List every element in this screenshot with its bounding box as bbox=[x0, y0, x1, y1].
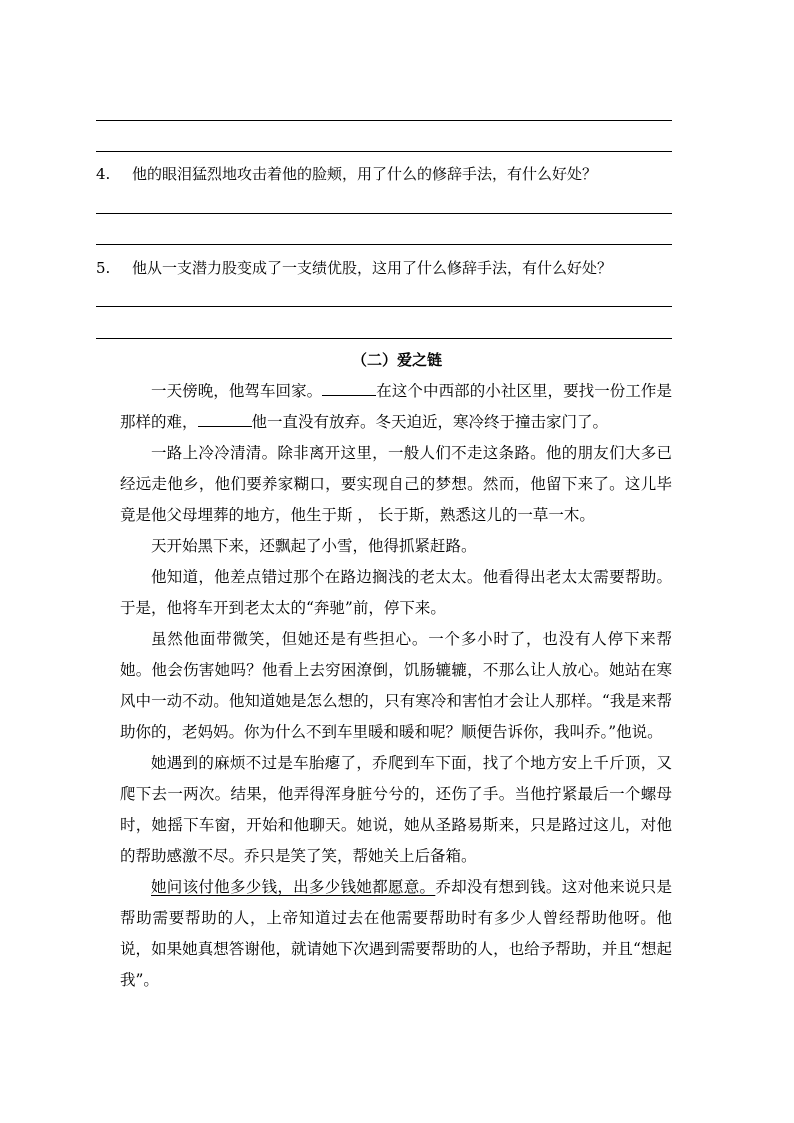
question-number: 4. bbox=[96, 165, 111, 183]
section-title: （二）爱之链 bbox=[351, 351, 442, 369]
paragraph-5: 虽然他面带微笑，但她还是有些担心。一个多小时了，也没有人停下来帮她。他会伤害她吗？他看上去穷困潦倒，饥肠辘辘，不那么让人放心。她站在寒风中一动不动。他知道她是怎么想的，只有寒冷和害怕才会让人那样。“我是来帮助你的，老妈妈。你为什么不到车里暖和暖和呢？顺便告诉你，我叫乔。”他说。 bbox=[120, 630, 672, 741]
paragraph-6: 她遇到的麻烦不过是车胎瘪了，乔爬到车下面，找了个地方安上千斤顶，又爬下去一两次。结果，他弄得浑身脏兮兮的，还伤了手。当他拧紧最后一个螺母时，她摇下车窗，开始和他聊天。她说，她从圣路易斯来，只是路过这儿，对他的帮助感激不尽。乔只是笑了笑，帮她关上后备箱。 bbox=[120, 754, 672, 865]
paragraph-4: 他知道，他差点错过那个在路边搁浅的老太太。他看得出老太太需要帮助。于是，他将车开到老太太的“奔驰”前，停下来。 bbox=[120, 568, 672, 617]
answer-line bbox=[96, 244, 672, 245]
question-number: 5. bbox=[96, 259, 111, 277]
answer-line bbox=[96, 120, 672, 121]
underlined-sentence: 她问该付他多少钱，出多少钱她都愿意。 bbox=[151, 878, 436, 896]
paragraph-1 bbox=[120, 376, 672, 438]
answer-line bbox=[96, 151, 672, 152]
question-text: 他从一支潜力股变成了一支绩优股，这用了什么修辞手法，有什么好处？ bbox=[132, 259, 613, 277]
paragraph-7 bbox=[120, 872, 672, 996]
paragraph-text: 在这个中西部的小社区里，要找一份工作是那样的难， bbox=[120, 382, 672, 431]
paragraph-text: 一天傍晚，他驾车回家。 bbox=[151, 382, 323, 400]
question-4 bbox=[96, 164, 597, 184]
question-5 bbox=[96, 258, 612, 278]
answer-line bbox=[96, 306, 672, 307]
paragraph-text: 乔却没有想到钱。这对他来说只是帮助需要帮助的人，上帝知道过去在他需要帮助时有多少人曾经帮助他呀。他说，如果她真想答谢他，就请她下次遇到需要帮助的人，也给予帮助，并且“想起我”。 bbox=[120, 878, 672, 989]
fill-blank[interactable] bbox=[322, 379, 376, 396]
answer-line bbox=[96, 213, 672, 214]
question-text: 他的眼泪猛烈地攻击着他的脸颊，用了什么的修辞手法，有什么好处？ bbox=[132, 165, 598, 183]
paragraph-2: 一路上冷冷清清。除非离开这里，一般人们不走这条路。他的朋友们大多已经远走他乡，他们要养家糊口，要实现自己的梦想。然而，他留下来了。这儿毕竟是他父母埋葬的地方，他生于斯 ， 长于斯，熟悉这儿的一草一木。 bbox=[120, 444, 672, 524]
fill-blank[interactable] bbox=[198, 410, 252, 427]
answer-line bbox=[96, 338, 672, 339]
passage bbox=[120, 376, 672, 996]
paragraph-3: 天开始黑下来，还飘起了小雪，他得抓紧赶路。 bbox=[151, 537, 477, 555]
paragraph-text: 他一直没有放弃。冬天迫近，寒冷终于撞击家门了。 bbox=[251, 413, 609, 431]
